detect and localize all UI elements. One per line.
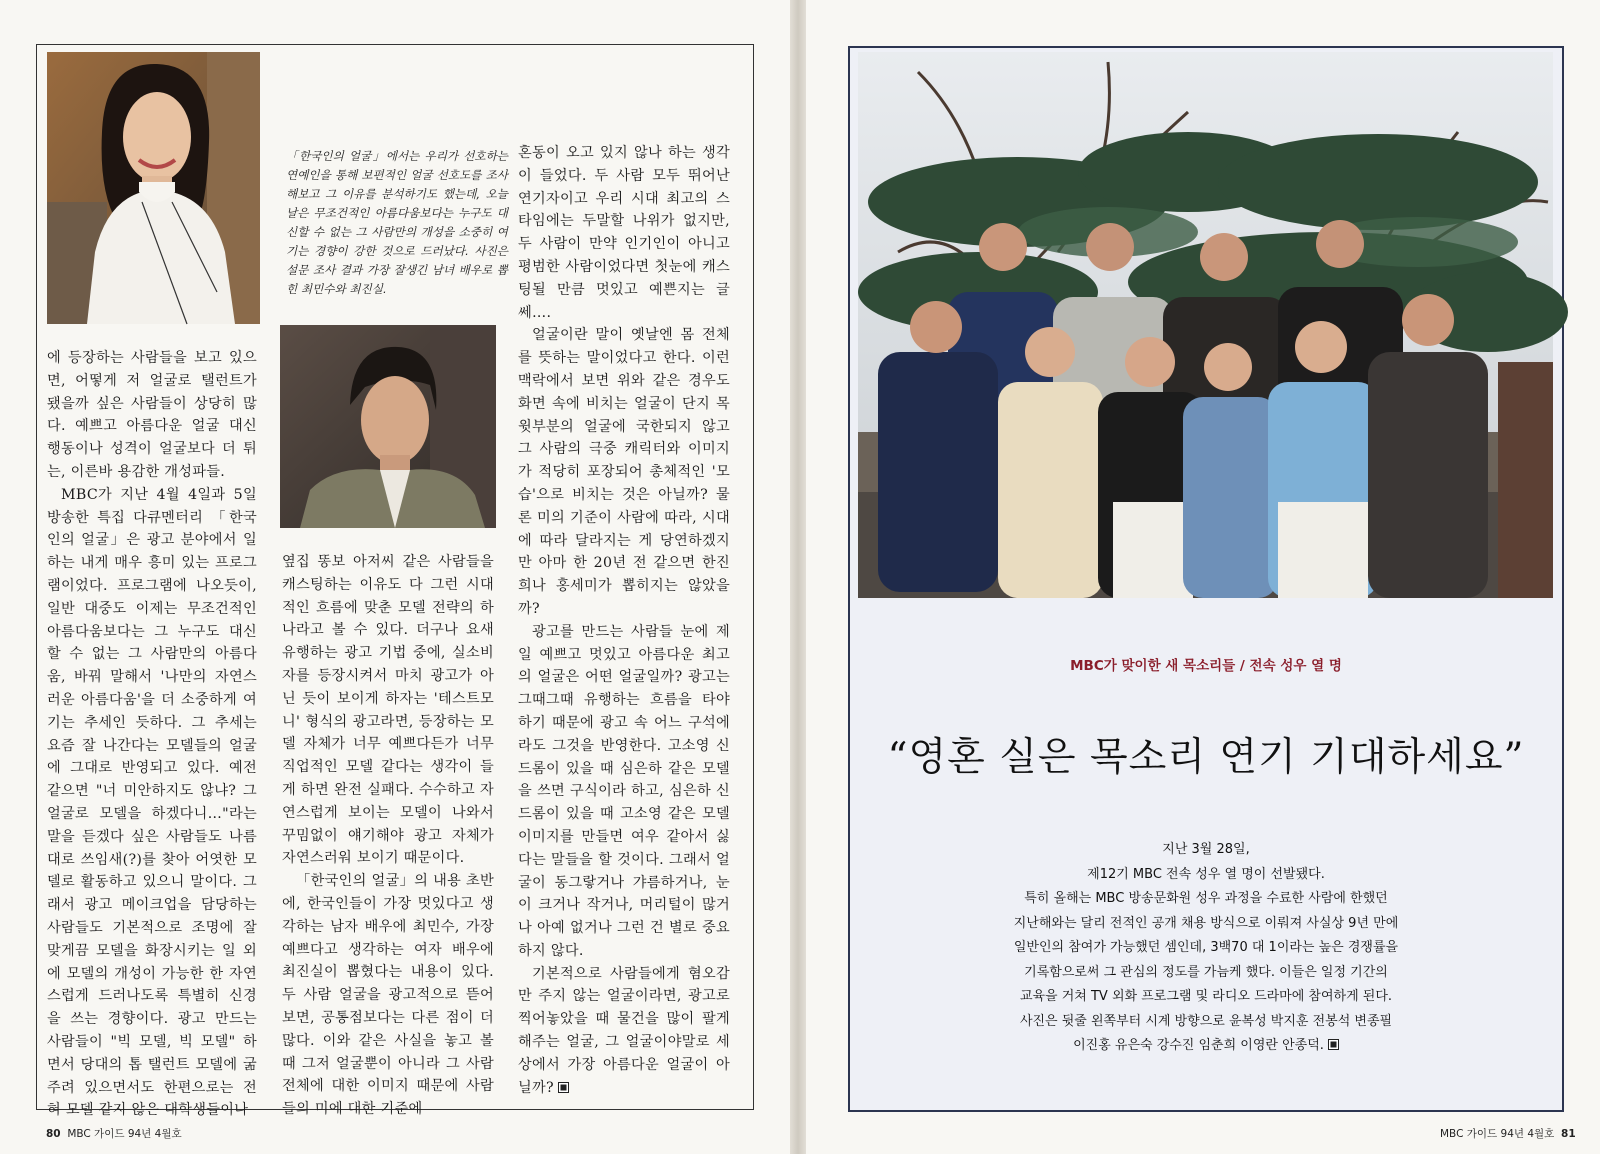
body-line: 기록함으로써 그 관심의 정도를 가늠케 했다. 이들은 일정 기간의	[1024, 964, 1388, 980]
left-folio	[46, 1126, 182, 1141]
end-mark-icon	[558, 1082, 569, 1093]
body-line: 일반인의 참여가 가능했던 셈인데, 3백70 대 1이라는 높은 경쟁률을	[1013, 940, 1399, 955]
paragraph: MBC가 지난 4월 4일과 5일 방송한 특집 다큐멘터리 「한국인의 얼굴」은 광고 분야에서 일하는 내게 매우 흥미 있는 프로그램이었다. 프로그램에 나오듯이, 일반 대중도 이제는 무조건적인 아름다움보다는 그 누구도 대신할 수 없는 그 사람만의 아름다움, 바꿔 말해서 '나만의 자연스러운 아름다움'을 더 소중하게 여기는 추세인 듯하다. 그 추세는 요즘 잘 나간다는 모델들의 얼굴에 그대로 반영되고 있다. 예전 같으면 "너 미안하지도 않냐? 그 얼굴로 모델을 하겠다니…"라는 말을 듣겠다 싶은 사람들도 나름대로 쓰임새(?)를 찾아 어엿한 모델로 활동하고 있으니 말이다. 그래서 광고 메이크업을 담당하는 사람들도 기본적으로 조명에 잘 맞게끔 모델을 화장시키는 일 외에 모델의 개성이 가능한 한 자연스럽게 드러나도록 특별히 신경을 쓰는 경향이다. 광고 만드는 사람들이 "빅 모델, 빅 모델" 하면서 당대의 톱 탤런트 모델에 굶주려 있으면서도 한편으로는 전혀 모델 같지 않은 대학생들이나	[47, 486, 257, 1119]
subhead: MBC가 맞이한 새 목소리들 / 전속 성우 열 명	[1070, 658, 1342, 674]
paragraph: 「한국인의 얼굴」의 내용 초반에, 한국인들이 가장 멋있다고 생각하는 남자 배우에 최민수, 가장 예쁘다고 생각하는 여자 배우에 최진실이 뽑혔다는 내용이 있다. 두 사람 얼굴을 광고적으로 뜯어보면, 공통점보다는 다른 점이 더 많다. 이와 같은 사실을 놓고 볼 때 그저 얼굴뿐이 아니라 그 사람 전체에 대한 이미지 때문에 사람들의 미에 대한 기준에	[282, 873, 494, 1118]
headline: “영혼 실은 목소리 연기 기대하세요”	[887, 735, 1525, 780]
page-number: 80	[46, 1128, 61, 1140]
body-line: 교육을 거쳐 TV 외화 프로그램 및 라디오 드라마에 참여하게 된다.	[1019, 989, 1393, 1004]
magazine-name: MBC 가이드 94년 4월호	[1440, 1128, 1555, 1140]
right-folio	[1440, 1126, 1576, 1141]
body-line: 제12기 MBC 전속 성우 열 명이 선발됐다.	[1087, 866, 1325, 882]
body-line-last	[848, 1034, 1564, 1059]
body-line: 이진홍 유은숙 강수진 임춘희 이영란 안종덕.	[1073, 1038, 1324, 1053]
article-body	[848, 838, 1564, 1059]
paragraph: 옆집 똥보 아저씨 같은 사람들을 캐스팅하는 이유도 다 그런 시대적인 흐름에 맞춘 모델 전략의 하나라고 볼 수 있다. 더구나 요새 유행하는 광고 기법 중에, 실소비자를 등장시켜서 마치 광고가 아닌 듯이 보이게 하자는 '테스트모니' 형식의 광고라면, 등장하는 모델 자체가 너무 예쁘다든가 너무 직업적인 모델 같다는 생각이 들게 하면 완전 실패다. 수수하고 자연스럽게 보이는 모델이 나와서 꾸밈없이 얘기해야 광고 자체가 자연스러워 보이기 때문이다.	[282, 554, 494, 867]
body-line: 지난해와는 달리 전적인 공개 채용 방식으로 이뤄져 사실상 9년 만에	[1013, 915, 1399, 931]
photo-caption: 「한국인의 얼굴」에서는 우리가 선호하는 연예인을 통해 보편적인 얼굴 선호도를 조사해보고 그 이유를 분석하기도 했는데, 오늘날은 무조건적인 아름다움보다는 누구도 대신할 수 없는 그 사람만의 개성을 소중히 여기는 경향이 강한 것으로 드러났다. 사진은 설문 조사 결과 가장 잘생긴 남녀 배우로 뽑힌 최민수와 최진실.	[286, 149, 508, 296]
text-column-1	[47, 347, 257, 1119]
text-column-2	[282, 551, 494, 1118]
end-mark-icon	[1328, 1039, 1339, 1050]
group-photo	[858, 52, 1553, 598]
body-line: 특히 올해는 MBC 방송문화원 성우 과정을 수료한 사람에 한했던	[1024, 891, 1388, 906]
magazine-name: MBC 가이드 94년 4월호	[67, 1128, 182, 1140]
paragraph	[518, 963, 730, 1100]
paragraph: 혼동이 오고 있지 않나 하는 생각이 들었다. 두 사람 모두 뛰어난 연기자이고 우리 시대 최고의 스타임에는 두말할 나위가 없지만, 두 사람이 만약 인기인이 아니고 평범한 사람이었다면 첫눈에 캐스팅될 만큼 멋있고 예쁜지는 글쎄….	[518, 145, 730, 321]
page-number: 81	[1561, 1128, 1576, 1140]
paragraph: 에 등장하는 사람들을 보고 있으면, 어떻게 저 얼굴로 탤런트가 됐을까 싶은 사람들이 상당히 많다. 예쁘고 아름다운 얼굴 대신 행동이나 성격이 얼굴보다 더 튀는, 이른바 용감한 개성파들.	[47, 350, 257, 480]
paragraph: 얼굴이란 말이 옛날엔 몸 전체를 뜻하는 말이었다고 한다. 이런 맥락에서 보면 위와 같은 경우도 화면 속에 비치는 얼굴이 단지 목 윗부분의 얼굴에 국한되지 않고 그 사람의 극중 캐릭터와 이미지가 적당히 포장되어 총체적인 '모습'으로 비치는 것은 아닐까? 물론 미의 기준이 사람에 따라, 시대에 따라 달라지는 게 당연하겠지만 아마 한 20년 전 같으면 한진희나 홍세미가 뽑히지는 않았을까?	[518, 327, 730, 617]
body-line: 지난 3월 28일,	[1162, 842, 1250, 857]
paragraph: 광고를 만드는 사람들 눈에 제일 예쁘고 멋있고 아름다운 최고의 얼굴은 어떤 얼굴일까? 광고는 그때그때 유행하는 흐름을 타야 하기 때문에 광고 속 어느 구석에라도 그것을 반영한다. 고소영 신드롬이 있을 때 심은하 같은 모델을 쓰면 구식이라 하고, 심은하 신드롬이 있을 때 고소영 같은 모델 이미지를 만들면 여우 같아서 싫다는 말들을 할 것이다. 그래서 얼굴이 동그랗거나 갸름하거나, 눈이 크거나 작거나, 머리털이 많거나 아예 없거나 그런 건 별로 중요하지 않다.	[518, 623, 730, 959]
text-column-3	[518, 142, 730, 1096]
actor-photo	[280, 325, 496, 528]
page-gutter	[790, 0, 806, 1154]
actress-photo	[47, 52, 260, 324]
paragraph-text: 기본적으로 사람들에게 혐오감만 주지 않는 얼굴이라면, 광고로 찍어놓았을 때 물건을 많이 팔게 해주는 얼굴, 그 얼굴이야말로 세상에서 가장 아름다운 얼굴이 아닐까?	[518, 965, 730, 1096]
body-line: 사진은 뒷줄 왼쪽부터 시계 방향으로 윤복성 박지훈 전봉석 변종필	[1019, 1013, 1393, 1029]
